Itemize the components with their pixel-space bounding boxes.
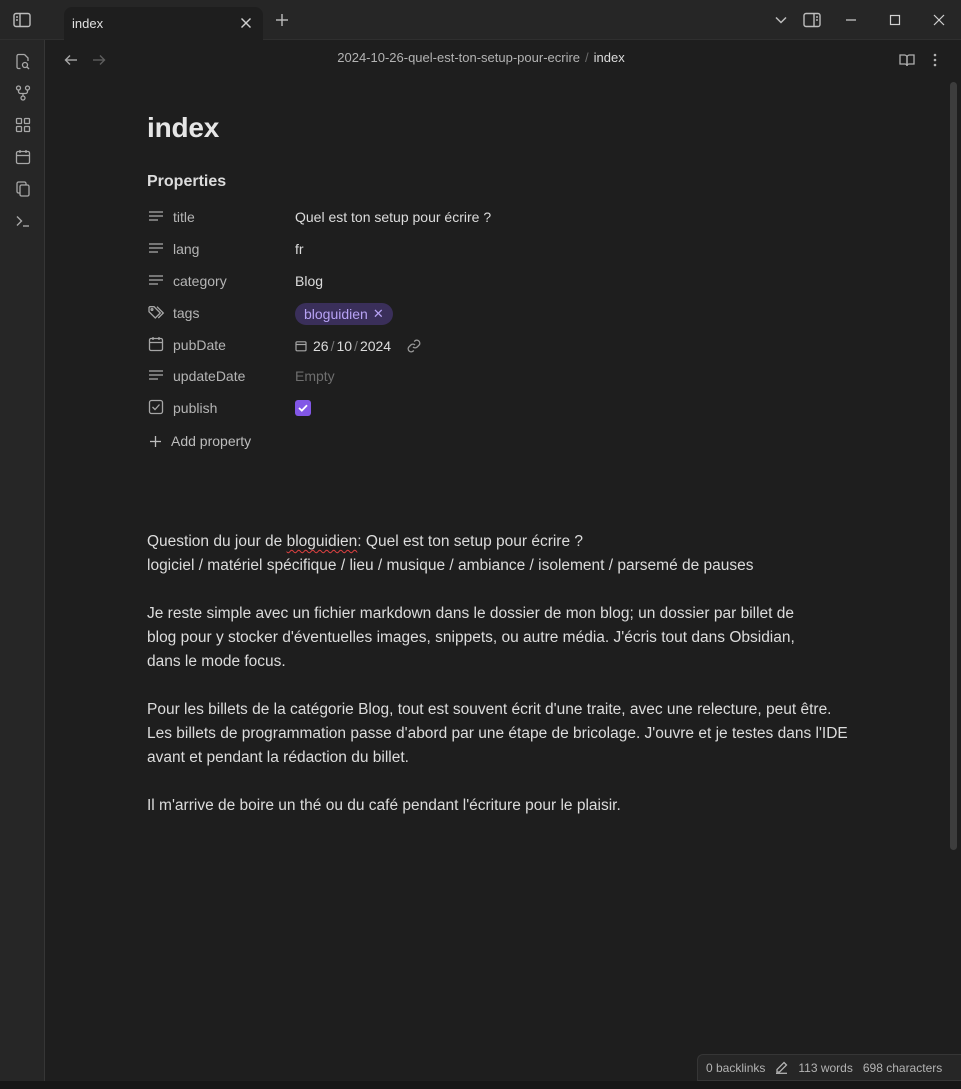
property-value[interactable]: Quel est ton setup pour écrire ? bbox=[295, 209, 492, 225]
remove-tag-icon[interactable]: ✕ bbox=[372, 306, 384, 321]
plus-icon bbox=[149, 435, 165, 448]
paragraph-1[interactable] bbox=[147, 530, 867, 578]
more-vertical-icon bbox=[933, 53, 937, 67]
terminal-icon bbox=[15, 214, 31, 228]
calendar-icon bbox=[147, 335, 165, 353]
close-window-button[interactable] bbox=[917, 0, 961, 40]
layout-dashboard-icon bbox=[15, 117, 31, 133]
tab-index[interactable] bbox=[64, 7, 263, 40]
sidebar-left-icon bbox=[13, 12, 31, 28]
add-property-button[interactable] bbox=[149, 433, 251, 449]
property-row-updatedate[interactable] bbox=[147, 362, 847, 390]
calendar-icon[interactable] bbox=[295, 340, 307, 352]
status-bar bbox=[697, 1054, 961, 1081]
book-open-icon bbox=[899, 53, 915, 67]
property-key[interactable]: category bbox=[173, 273, 227, 289]
text-lines-icon bbox=[147, 207, 165, 225]
breadcrumb-separator: / bbox=[585, 50, 589, 65]
tags-icon bbox=[147, 303, 165, 321]
text-lines-icon bbox=[147, 366, 165, 384]
property-row-title[interactable] bbox=[147, 203, 847, 231]
paragraph-1-line-2: logiciel / matériel spécifique / lieu / musique / ambiance / isolement / parsemé de pauses bbox=[147, 557, 754, 574]
chevron-down-icon bbox=[774, 15, 788, 25]
insert-template-button[interactable] bbox=[11, 177, 35, 201]
property-row-lang[interactable] bbox=[147, 235, 847, 263]
tab-title: index bbox=[72, 16, 104, 31]
text-lines-icon bbox=[147, 239, 165, 257]
add-property-label: Add property bbox=[171, 433, 252, 449]
paragraph-2[interactable]: Je reste simple avec un fichier markdown dans le dossier de mon blog; un dossier par billet de blog pour y stocker d'éventuelles images, snippets, ou autre média. J'écris tout dans Obsidian, dans le mode focus. bbox=[147, 605, 795, 670]
date-separator: / bbox=[330, 338, 335, 354]
check-icon bbox=[298, 404, 308, 412]
calendar-icon bbox=[15, 149, 31, 165]
paragraph-4[interactable]: Il m'arrive de boire un thé ou du café pendant l'écriture pour le plaisir. bbox=[147, 797, 621, 814]
text-span: : Quel est ton setup pour écrire ? bbox=[357, 533, 584, 550]
publish-checkbox[interactable] bbox=[295, 400, 311, 416]
page-title[interactable]: index bbox=[147, 112, 220, 143]
text-lines-icon bbox=[147, 271, 165, 289]
copy-icon bbox=[15, 181, 31, 197]
date-separator: / bbox=[354, 338, 358, 354]
pencil-icon bbox=[775, 1061, 788, 1074]
date-month[interactable]: 10 bbox=[336, 338, 353, 354]
open-quick-switcher-button[interactable] bbox=[11, 49, 35, 73]
properties-heading[interactable]: Properties bbox=[147, 173, 227, 190]
property-key[interactable]: title bbox=[173, 209, 195, 225]
breadcrumb-current[interactable]: index bbox=[593, 50, 625, 65]
breadcrumb bbox=[46, 50, 916, 65]
property-row-category[interactable] bbox=[147, 267, 847, 295]
paragraph-3[interactable]: Pour les billets de la catégorie Blog, tout est souvent écrit d'une traite, avec une relecture, peut être. Les billets de programmation passe d'abord par une étape de bricolage. J'ouvre et je testes dans l'IDE avant et pendant la rédaction du billet. bbox=[147, 701, 848, 766]
property-key[interactable]: tags bbox=[173, 305, 200, 321]
more-options-button[interactable] bbox=[924, 49, 946, 71]
tag-label[interactable]: bloguidien bbox=[304, 306, 368, 322]
misspelled-word[interactable]: bloguidien bbox=[286, 533, 358, 550]
tab-close-button[interactable] bbox=[237, 14, 255, 32]
plus-icon bbox=[275, 13, 289, 27]
property-value-empty[interactable]: Empty bbox=[295, 368, 335, 384]
property-key[interactable]: publish bbox=[173, 400, 218, 416]
text-span: Question du jour de bbox=[147, 533, 287, 550]
toggle-left-sidebar-button[interactable] bbox=[0, 0, 44, 40]
open-graph-view-button[interactable] bbox=[11, 81, 35, 105]
property-row-tags[interactable] bbox=[147, 299, 847, 327]
property-value[interactable]: Blog bbox=[295, 273, 324, 289]
backlinks-count[interactable]: 0 backlinks bbox=[706, 1060, 766, 1075]
reading-view-button[interactable] bbox=[896, 49, 918, 71]
file-search-icon bbox=[15, 53, 31, 70]
checkbox-icon bbox=[147, 398, 165, 416]
property-row-pubdate[interactable] bbox=[147, 331, 847, 359]
git-fork-icon bbox=[15, 85, 31, 101]
date-day[interactable]: 26 bbox=[313, 338, 329, 354]
left-ribbon bbox=[0, 40, 45, 1089]
maximize-button[interactable] bbox=[873, 0, 917, 40]
close-icon bbox=[240, 17, 252, 29]
view-header bbox=[46, 40, 961, 78]
taskbar-edge bbox=[0, 1081, 961, 1089]
title-bar bbox=[0, 0, 961, 40]
word-count: 113 words bbox=[798, 1060, 853, 1075]
property-value[interactable]: fr bbox=[295, 241, 304, 257]
sidebar-right-icon bbox=[803, 12, 821, 28]
close-icon bbox=[933, 14, 945, 26]
date-year[interactable]: 2024 bbox=[359, 338, 392, 354]
minimize-icon bbox=[845, 14, 857, 26]
date-input[interactable] bbox=[295, 335, 421, 357]
property-key[interactable]: pubDate bbox=[173, 337, 226, 353]
toggle-right-sidebar-button[interactable] bbox=[790, 0, 834, 40]
new-tab-button[interactable] bbox=[260, 0, 304, 40]
edit-mode-button[interactable] bbox=[775, 1061, 788, 1074]
scrollbar[interactable] bbox=[950, 82, 957, 850]
maximize-icon bbox=[889, 14, 901, 26]
tag-pill[interactable] bbox=[295, 303, 393, 325]
property-row-publish[interactable] bbox=[147, 394, 847, 422]
property-key[interactable]: lang bbox=[173, 241, 200, 257]
minimize-button[interactable] bbox=[829, 0, 873, 40]
character-count: 698 characters bbox=[862, 1060, 943, 1075]
open-command-palette-button[interactable] bbox=[11, 209, 35, 233]
create-canvas-button[interactable] bbox=[11, 113, 35, 137]
open-daily-note-button[interactable] bbox=[11, 145, 35, 169]
breadcrumb-folder[interactable]: 2024-10-26-quel-est-ton-setup-pour-ecrire bbox=[337, 50, 581, 65]
property-key[interactable]: updateDate bbox=[173, 368, 246, 384]
link-icon[interactable] bbox=[407, 339, 421, 353]
